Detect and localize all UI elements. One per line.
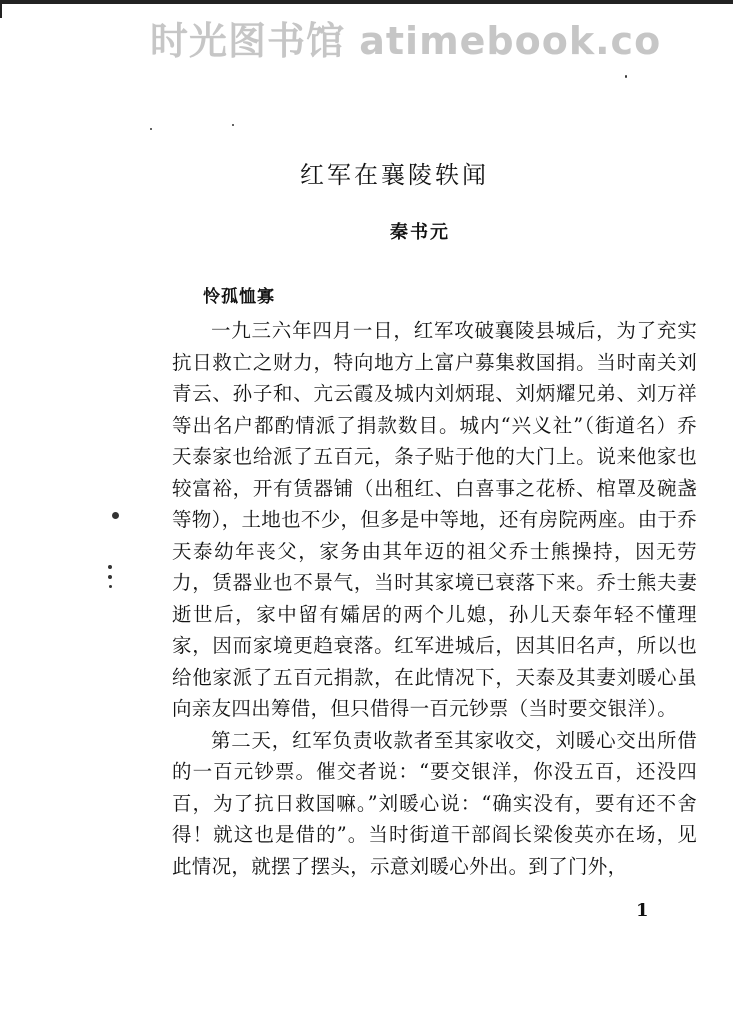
scan-speck — [108, 565, 112, 569]
article-title: 红军在襄陵轶闻 — [300, 161, 489, 189]
scan-left-edge — [0, 0, 2, 18]
scan-speck — [150, 128, 152, 130]
paragraph-2: 第二天，红军负责收款者至其家收交，刘暖心交出所借的一百元钞票。催交者说：“要交银洋，你没五百，还没四百，为了抗日救国嘛。”刘暖心说：“确实没有，要有还不舍得！就这也是借的”。当时街道干部阎长梁俊英亦在场，见此情况，就摆了摆头，示意刘暖心外出。到了门外， — [172, 728, 697, 878]
scan-speck — [232, 124, 234, 126]
scan-speck — [109, 585, 112, 588]
article-body — [172, 315, 697, 882]
scan-speck — [112, 512, 119, 519]
section-heading: 怜孤恤寡 — [203, 287, 275, 307]
scan-speck — [108, 575, 112, 579]
article-author: 秦书元 — [390, 222, 450, 243]
scan-speck — [625, 75, 627, 78]
paragraph-1: 一九三六年四月一日，红军攻破襄陵县城后，为了充实抗日救亡之财力，特向地方上富户募集救国捐。当时南关刘青云、孙子和、亢云霞及城内刘炳琨、刘炳耀兄弟、刘万祥等出名户都酌情派了捐款数目。城内“兴义社”（街道名）乔天泰家也给派了五百元，条子贴于他的大门上。说来他家也较富裕，开有赁器铺（出租红、白喜事之花桥、棺罩及碗盏等物），土地也不少，但多是中等地，还有房院两座。由于乔天泰幼年丧父，家务由其年迈的祖父乔士熊操持，因无劳力，赁器业也不景气，当时其家境已衰落下来。乔士熊夫妻逝世后，家中留有孀居的两个儿媳，孙儿天泰年轻不懂理家，因而家境更趋衰落。红军进城后，因其旧名声，所以也给他家派了五百元捐款，在此情况下，天泰及其妻刘暖心虽向亲友四出筹借，但只借得一百元钞票（当时要交银洋）。 — [172, 319, 697, 720]
page-number: 1 — [636, 900, 649, 921]
scan-top-border — [0, 0, 733, 4]
watermark: 时光图书馆 atimebook.co — [150, 19, 662, 63]
